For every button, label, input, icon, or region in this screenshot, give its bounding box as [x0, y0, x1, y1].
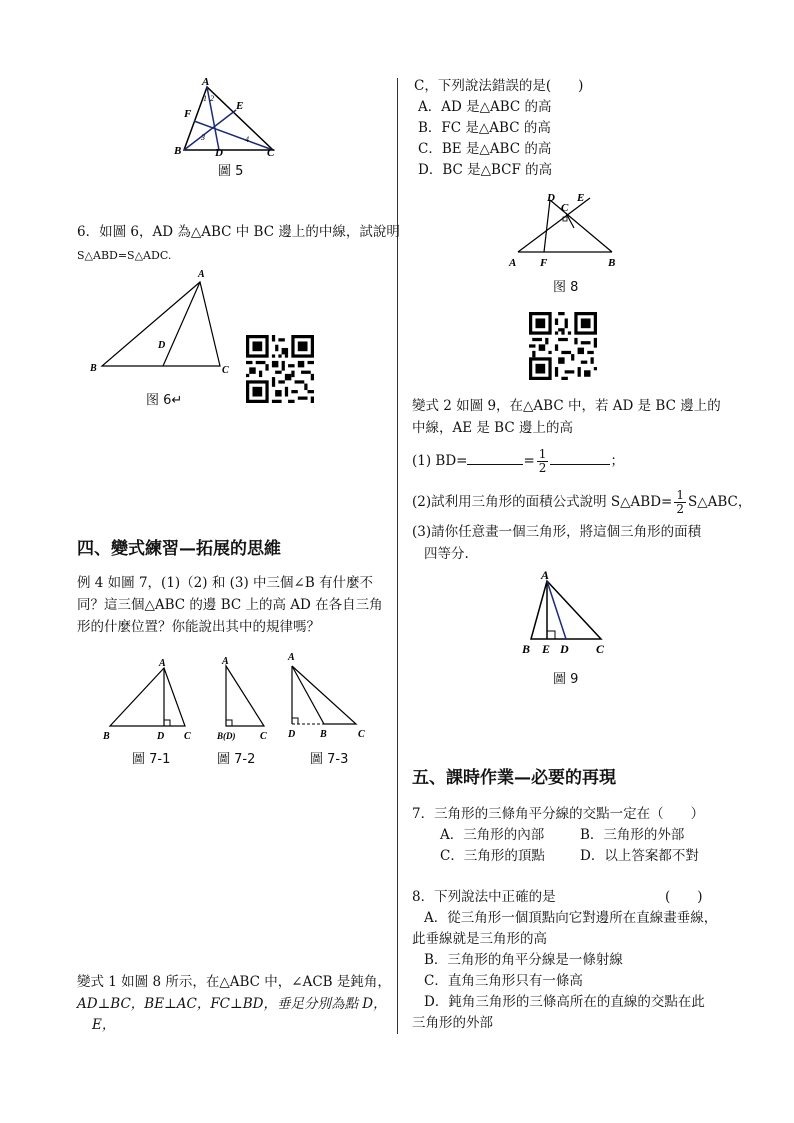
fig7-1-label-d: D [157, 731, 165, 742]
var1-line1: 變式 1 如圖 8 所示，在△ABC 中，∠ACB 是鈍角， [77, 974, 391, 990]
fig8-label-b: B [608, 257, 616, 269]
fig5-label-e: E [236, 100, 244, 112]
fig5-angle-3: 3 [201, 133, 205, 142]
q8-stem: 8．下列說法中正確的是 [412, 889, 556, 905]
fig8-label-a: A [509, 257, 517, 269]
var2-q1-eq: = [523, 453, 535, 469]
var2-line1: 變式 2 如圖 9，在△ABC 中，若 AD 是 BC 邊上的 [412, 398, 721, 414]
fig7-3-label-b: B [320, 729, 327, 740]
option-a: A．AD 是△ABC 的高 [418, 99, 552, 115]
figure-5 [172, 76, 284, 158]
fig7-1-label-c: C [184, 731, 191, 742]
fig7-2-label-c: C [260, 731, 267, 742]
var2-q2-suffix: S△ABC， [688, 494, 752, 510]
var1-line2: AD⊥BC，BE⊥AC，FC⊥BD，垂足分別為點 D， [77, 996, 387, 1012]
fig5-caption: 圖 5 [218, 164, 244, 179]
qr-code-icon [246, 335, 314, 403]
q8-option-b: B．三角形的角平分線是一條射線 [424, 952, 623, 968]
q8-option-c: C．直角三角形只有一條高 [424, 973, 583, 989]
fraction-half: $\frac{1}{2}$ [676, 488, 684, 516]
figure-7-1 [100, 654, 200, 744]
ex4-line3: 形的什麼位置？你能說出其中的規律嗎？ [77, 619, 320, 635]
fig8-label-e: E [577, 192, 585, 204]
var1-line3: E， [92, 1017, 116, 1033]
q8-option-a-line2: 此垂線就是三角形的高 [412, 931, 547, 947]
figure-6 [86, 264, 236, 378]
fig8-label-c: C [561, 202, 569, 214]
answer-blank[interactable] [467, 464, 523, 465]
fig6-label-b: B [90, 363, 97, 374]
fig6-caption: 图 6↵ [146, 393, 183, 408]
q7-option-a: A．三角形的內部 [440, 827, 545, 843]
fig7-3-label-d: D [288, 729, 296, 740]
fig8-label-d: D [547, 192, 555, 204]
q-continue-line: C，下列說法錯誤的是( ) [414, 78, 584, 94]
fig7-1-caption: 圖 7-1 [132, 752, 171, 767]
q8-option-a-line1: A．從三角形一個頂點向它對邊所在直線畫垂線， [424, 910, 718, 926]
fig9-caption: 圖 9 [553, 672, 579, 687]
q6-line2: S△ABD=S△ADC. [77, 249, 172, 262]
var2-q3-line1: (3)請你任意畫一個三角形，將這個三角形的面積 [412, 524, 702, 540]
var2-q2 [412, 489, 751, 516]
ex4-line1: 例 4 如圖 7，(1)（2) 和 (3) 中三個∠B 有什麼不 [77, 575, 374, 591]
fig6-label-c: C [222, 365, 229, 376]
fig6-label-d: D [158, 340, 166, 351]
ex4-line2: 同？這三個△ABC 的邊 BC 上的高 AD 在各自三角 [77, 597, 383, 613]
fig7-1-label-b: B [103, 731, 110, 742]
q8-answer-paren: ( ) [665, 889, 703, 905]
fig5-label-b: B [174, 145, 182, 157]
fig7-3-label-c: C [358, 729, 365, 740]
fig7-3-caption: 圖 7-3 [310, 752, 349, 767]
fig8-label-f: F [540, 257, 548, 269]
q7-stem: 7．三角形的三條角平分線的交點一定在（ ） [412, 806, 705, 822]
fig9-label-a: A [541, 568, 550, 582]
q7-option-d: D．以上答案都不對 [580, 848, 699, 864]
q7-option-c: C．三角形的頂點 [440, 848, 545, 864]
fig7-2-label-bd: B(D) [217, 731, 236, 741]
qr-code-icon [529, 312, 597, 380]
q8-option-d-line1: D．鈍角三角形的三條高所在的直線的交點在此 [424, 994, 705, 1010]
var2-q1 [412, 448, 624, 475]
fig5-angle-2: 2 [210, 94, 214, 103]
q8-option-d-line2: 三角形的外部 [412, 1015, 493, 1031]
section-4-title: 四、變式練習—拓展的思維 [77, 539, 281, 559]
fig7-2-caption: 圖 7-2 [217, 752, 256, 767]
fig5-angle-4: 4 [245, 135, 249, 144]
fig9-label-b: B [522, 642, 531, 656]
figure-8 [504, 188, 624, 274]
var2-q1-prefix: (1) BD= [412, 453, 468, 469]
fig9-label-c: C [596, 642, 605, 656]
fig9-label-e: E [542, 642, 551, 656]
var2-q2-prefix: (2)試利用三角形的面積公式說明 S△ABD= [412, 494, 673, 510]
option-d: D．BC 是△BCF 的高 [418, 162, 553, 178]
section-5-title: 五、課時作業—必要的再現 [412, 768, 616, 788]
fig9-label-d: D [560, 642, 569, 656]
figure-7-3 [284, 648, 374, 744]
figure-9 [519, 567, 619, 659]
q7-option-b: B．三角形的外部 [580, 827, 685, 843]
fig5-label-a: A [202, 76, 210, 88]
fig7-2-label-a: A [222, 656, 229, 667]
answer-blank[interactable] [550, 464, 610, 465]
var2-q3-line2: 四等分. [424, 546, 469, 562]
fraction-half: $\frac{1}{2}$ [538, 447, 547, 475]
figure-7-2 [214, 654, 274, 744]
option-b: B．FC 是△ABC 的高 [418, 120, 551, 136]
fig5-angle-1: 1 [203, 94, 207, 103]
fig5-label-f: F [184, 108, 192, 120]
fig7-3-label-a: A [288, 652, 295, 663]
fig5-label-d: D [215, 147, 223, 158]
option-c: C．BE 是△ABC 的高 [418, 141, 552, 157]
q6-line1: 6．如圖 6，AD 為△ABC 中 BC 邊上的中線，試說明 [77, 224, 400, 240]
fig5-label-c: C [267, 147, 275, 158]
fig7-1-label-a: A [159, 658, 166, 669]
var2-line2: 中線，AE 是 BC 邊上的高 [412, 420, 573, 436]
fig8-caption: 图 8 [553, 280, 579, 295]
fig6-label-a: A [198, 269, 205, 280]
var2-q1-suffix: ； [610, 453, 624, 469]
